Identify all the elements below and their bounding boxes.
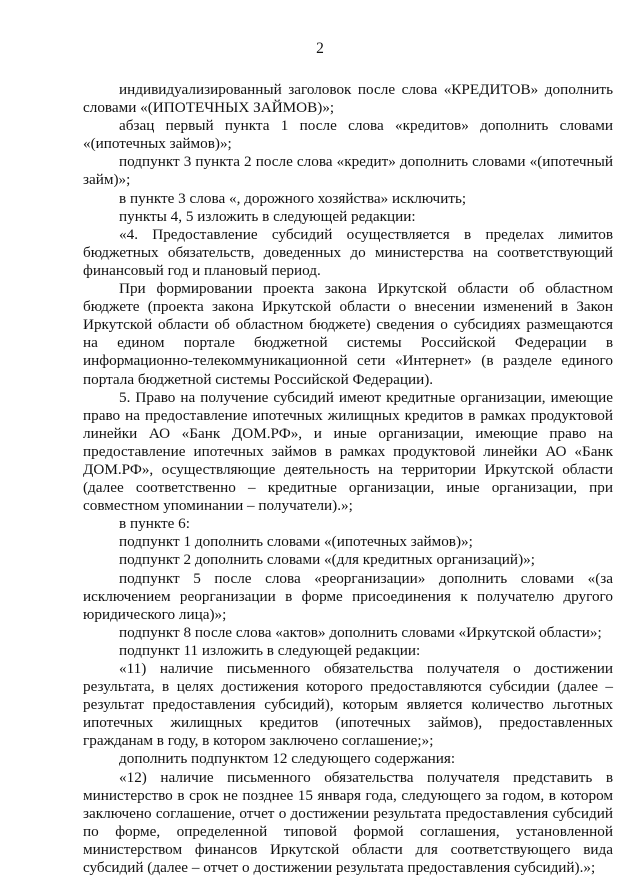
paragraph: 5. Право на получение субсидий имеют кредитные организации, имеющие право на предоставление ипотечных жилищных кредитов в рамках продуктовой линейки АО «Банк ДОМ.РФ», и иные организации, имеющие право на предоставление ипотечных займов в рамках продуктовой линейки АО «Банк ДОМ.РФ», осуществляющие деятельность на территории Иркутской области (далее соответственно – кредитные организации, иные организации, при совместном упоминании – получатели).»; — [83, 388, 613, 515]
paragraph: «4. Предоставление субсидий осуществляется в пределах лимитов бюджетных обязательств, доведенных до министерства на соответствующий финансовый год и плановый период. — [83, 225, 613, 279]
paragraph: индивидуализированный заголовок после слова «КРЕДИТОВ» дополнить словами «(ИПОТЕЧНЫХ ЗАЙМОВ)»; — [83, 81, 613, 117]
paragraph: «12) наличие письменного обязательства получателя представить в министерство в срок не позднее 15 января года, следующего за годом, в котором заключено соглашение, отчет о достижении результата предоставления субсидий по форме, определенной типовой формой соглашения, установленной министерством финансов Иркутской области для соответствующего вида субсидий (далее – отчет о достижении результата предоставления субсидий).»; — [83, 768, 613, 877]
document-body — [83, 81, 613, 877]
paragraph: подпункт 2 дополнить словами «(для кредитных организаций)»; — [119, 551, 535, 569]
paragraph: в пункте 3 слова «, дорожного хозяйства» исключить; — [119, 189, 467, 207]
paragraph: дополнить подпунктом 12 следующего содержания: — [119, 750, 456, 768]
paragraph: «11) наличие письменного обязательства получателя о достижении результата, в целях достижения которого предоставляются субсидии (далее – результат предоставления субсидий), которым является количество льготных ипотечных жилищных кредитов (ипотечных займов), предоставленных гражданам в году, в котором заключено соглашение;»; — [83, 660, 613, 750]
paragraph: в пункте 6: — [119, 515, 190, 533]
paragraph: пункты 4, 5 изложить в следующей редакции: — [119, 207, 416, 225]
paragraph: подпункт 5 после слова «реорганизации» дополнить словами «(за исключением реорганизации в форме присоединения к получателю другого юридического лица)»; — [83, 569, 613, 623]
paragraph: подпункт 8 после слова «актов» дополнить словами «Иркутской области»; — [119, 623, 602, 641]
paragraph: подпункт 1 дополнить словами «(ипотечных займов)»; — [119, 533, 473, 551]
paragraph: При формировании проекта закона Иркутской области об областном бюджете (проекта закона Иркутской области о внесении изменений в Закон Иркутской области об областном бюджете) сведения о субсидиях размещаются на едином портале бюджетной системы Российской Федерации в информационно-телекоммуникационной сети «Интернет» (в разделе единого портала бюджетной системы Российской Федерации). — [83, 280, 613, 388]
paragraph: подпункт 3 пункта 2 после слова «кредит» дополнить словами «(ипотечный займ)»; — [83, 153, 613, 189]
paragraph: абзац первый пункта 1 после слова «кредитов» дополнить словами «(ипотечных займов)»; — [83, 117, 613, 153]
paragraph: подпункт 11 изложить в следующей редакции: — [119, 641, 421, 659]
page-number: 2 — [316, 40, 324, 57]
